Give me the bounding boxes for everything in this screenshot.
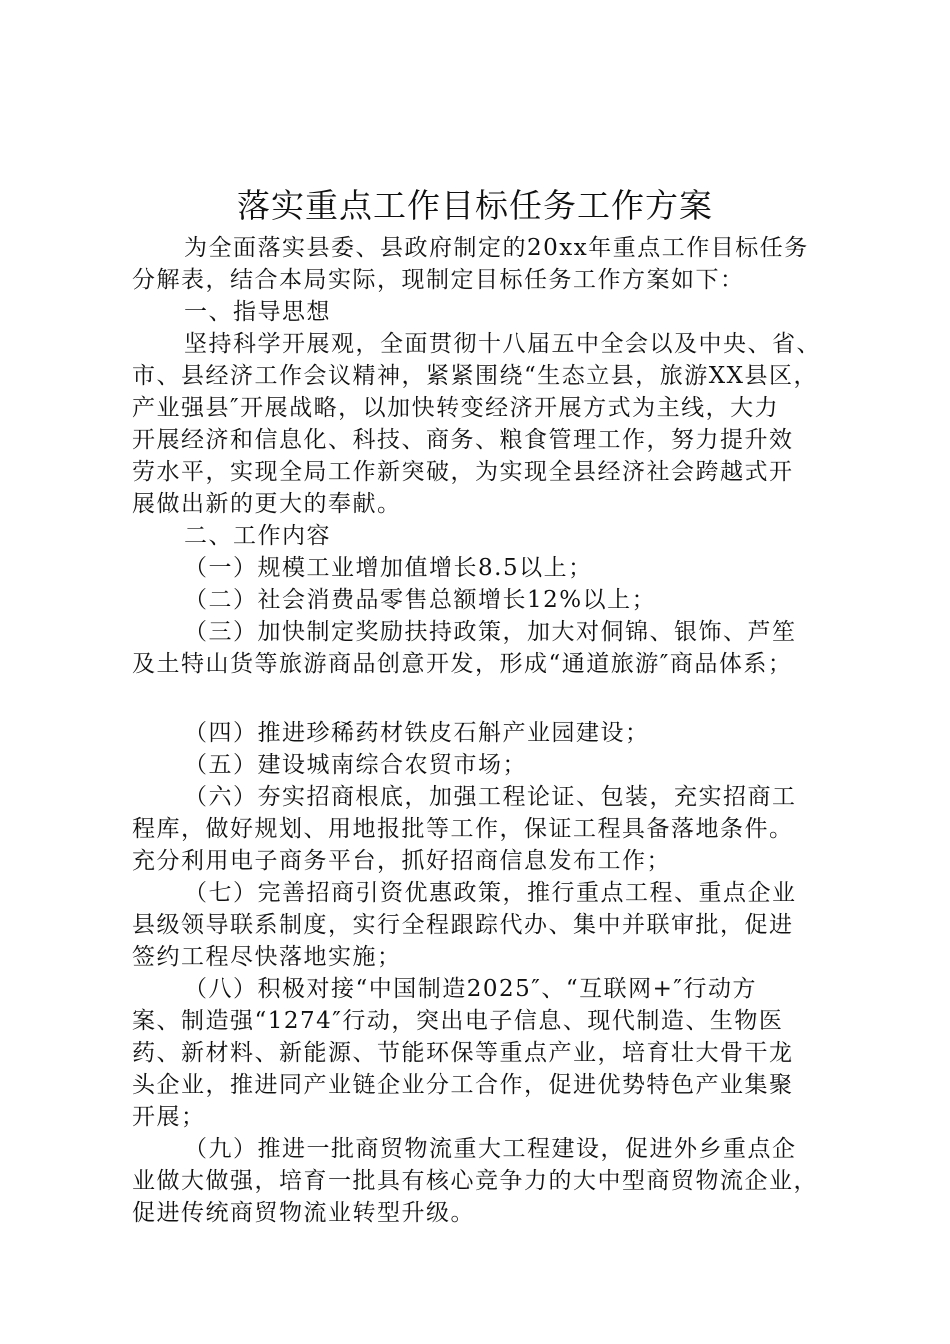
section-heading: 一、指导思想 [184,299,331,325]
text-line: 展做出新的更大的奉献。 [132,491,402,517]
list-item: （七）完善招商引资优惠政策，推行重点工程、重点企业 [184,880,797,906]
list-item: （八）积极对接“中国制造2025″、“互联网+″行动方 [184,976,758,1002]
text-line: 头企业，推进同产业链企业分工合作，促进优势特色产业集聚 [132,1072,794,1098]
document-body [132,232,836,1229]
text-line: 业做大做强，培育一批具有核心竞争力的大中型商贸物流企业， [132,1168,818,1194]
text-line: 开展经济和信息化、科技、商务、粮食管理工作，努力提升效 [132,427,794,453]
text-line: 案、制造强“1274″行动，突出电子信息、现代制造、生物医 [132,1008,784,1034]
text-line: 产业强县″开展战略，以加快转变经济开展方式为主线，大力 [132,395,780,421]
list-item: （五）建设城南综合农贸市场； [184,752,527,778]
list-item: （二）社会消费品零售总额增长12%以上； [184,587,657,613]
list-item: （六）夯实招商根底，加强工程论证、包装，充实招商工 [184,784,797,810]
text-line: 为全面落实县委、县政府制定的20xx年重点工作目标任务 [184,235,809,261]
text-line: 开展； [132,1104,206,1130]
text-line: 药、新材料、新能源、节能环保等重点产业，培育壮大骨干龙 [132,1040,794,1066]
text-line: 县级领导联系制度，实行全程跟踪代办、集中并联审批，促进 [132,912,794,938]
document-title: 落实重点工作目标任务工作方案 [237,186,713,225]
list-item: （三）加快制定奖励扶持政策，加大对侗锦、银饰、芦笙 [184,619,797,645]
list-item: （一）规模工业增加值增长8.5以上； [184,555,593,581]
text-line: 坚持科学开展观，全面贯彻十八届五中全会以及中央、省、 [184,331,821,357]
list-item: （四）推进珍稀药材铁皮石斛产业园建设； [184,720,650,746]
paragraph-gap [132,680,836,717]
text-line: 签约工程尽快落地实施； [132,944,402,970]
text-line: 市、县经济工作会议精神，紧紧围绕“生态立县，旅游XX县区， [132,363,819,389]
list-item: （九）推进一批商贸物流重大工程建设，促进外乡重点企 [184,1136,797,1162]
text-line: 及土特山货等旅游商品创意开发，形成“通道旅游″商品体系； [132,651,793,677]
text-line: 分解表，结合本局实际，现制定目标任务工作方案如下： [132,267,745,293]
text-line: 促进传统商贸物流业转型升级。 [132,1200,475,1226]
text-line: 劳水平，实现全局工作新突破，为实现全县经济社会跨越式开 [132,459,794,485]
text-line: 充分利用电子商务平台，抓好招商信息发布工作； [132,848,671,874]
section-heading: 二、工作内容 [184,523,331,549]
text-line: 程库，做好规划、用地报批等工作，保证工程具备落地条件。 [132,816,794,842]
